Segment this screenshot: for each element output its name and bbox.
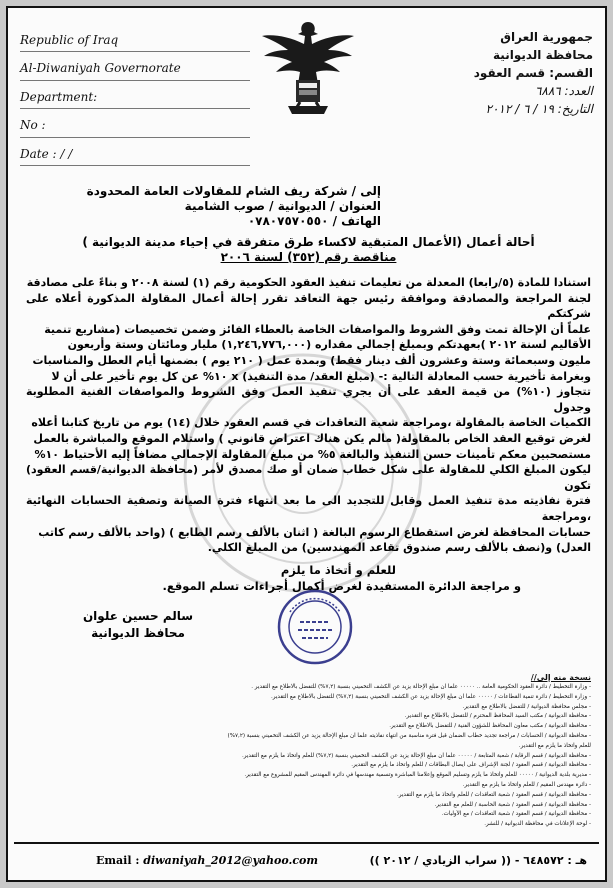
- copy-item: - محافظة الديوانية / مكتب معاون المحافظ للشؤون الفنية / للتفضل بالاطلاع مع التقدير.: [389, 723, 591, 730]
- footer: [22, 854, 591, 872]
- recipient-address: العنوان / الديوانية / صوب الشامية: [184, 199, 381, 213]
- footer-email: [96, 854, 318, 867]
- copy-item: - مجلس محافظة الديوانية / للتفضل بالاطلاع مع التقدير.: [462, 703, 591, 710]
- footer-divider: [14, 842, 599, 844]
- department-en: Department:: [20, 87, 250, 109]
- department-ar: القسم: قسم العقود: [473, 66, 593, 80]
- email-address: diwaniyah_2012@yahoo.com: [143, 854, 319, 867]
- body-line: علماً أن الإحالة تمت وفق الشروط والمواصفات الخاصة بالعطاء الفائز وضمن تخصيصات (مشاريع تنمية: [44, 322, 591, 336]
- body-line: استنادا للمادة (٥/رابعا) المعدلة من تعليمات تنفيذ العقود الحكومية رقم (١) لسنة ٢٠٠٨ و بناءً على مصادقة: [26, 276, 591, 289]
- copy-item: - وزارة التخطيط / دائرة العقود الحكومية العامة .. ٠٠٠٠٠ علما ان مبلغ الإحالة يزيد عن الكشف التخميني بنسبة (٧,٢%) للتفضل بالاطلاع مع التقدير .: [251, 684, 591, 690]
- body-line: حسابات المحافظة لغرض استقطاع الرسوم البالغة ( اثنان بالألف رسم الطابع ) (واحد بالألف رسم كاتب: [38, 525, 591, 539]
- copy-item: - محافظة الديوانية / مكتب السيد المحافظ المحترم / للتفضل بالاطلاع مع التقدير.: [404, 713, 591, 720]
- date-ar: التاريخ: ١٩ / ٦ / ٢٠١٢: [485, 102, 593, 116]
- copies-title: نسخة منه إلى//: [530, 673, 591, 682]
- body-line: الأقاليم لسنة ٢٠١٢ )بعهدتكم وبمبلغ إجمالي مقداره (١,٢٤٦,٧٧٦,٠٠٠) مليار ومائتان وستة وأربعون: [67, 338, 591, 352]
- iraq-eagle-emblem-icon: [258, 14, 358, 124]
- body-line: ليكون المبلغ الكلي للمقاولة على شكل خطاب ضمان أو صك مصدق لأمر (محافظة الديوانية/قسم العقود) تكون: [26, 463, 591, 492]
- copy-item: - وزارة التخطيط / دائرة تنمية القطاعات / ٠٠٠٠٠ علما ان مبلغ الإحالة يزيد عن الكشف التخميني بنسبة (٧,٢%) للتفضل بالاطلاع مع التقدير.: [270, 693, 591, 700]
- number-ar: العدد: ٦٨٨٦: [534, 84, 593, 98]
- recipient-block: [26, 184, 381, 229]
- document-page: [6, 6, 607, 882]
- body-line: مستصحبين معكم تأمينات حسن التنفيذ والبالغة ٥% من مبلغ المقاولة الإجمالي مضافاً إليه الأحتياط ١٠%: [34, 447, 591, 461]
- body-line: فترة نفاذيته مدة تنفيذ العمل وقابل للتجديد الى ما بعد انتهاء فترة الصيانة وتصفية الحسابات النهائية ،ومراجعة: [26, 494, 591, 523]
- official-stamp-icon: [276, 588, 354, 666]
- date-en: Date : / /: [20, 144, 250, 166]
- email-label: Email :: [96, 854, 140, 867]
- copy-item: - دائرة مهندس المقيم / للعلم واتخاذ ما يلزم مع التقدير.: [462, 781, 591, 788]
- body-line: لغرض توقيع العقد الخاص بالمقاولة( مالم يكن هناك اعتراض قانوني ) واستلام الموقع والمباشرة بالعمل: [33, 431, 591, 445]
- signature-block: [78, 608, 198, 642]
- tender-number: مناقصة رقم (٣٥٢) لسنة ٢٠٠٦: [220, 250, 397, 264]
- copy-item: - محافظة الديوانية / قسم الرقابة / شعبة المتابعة / ٠٠٠٠٠ علما ان مبلغ الإحالة يزيد عن الكشف التخميني بنسبة (٧,٢%) للعلم واتخاذ ما يلزم مع التقدير.: [241, 752, 591, 759]
- closing-line: للعلم و أتخاذ ما يلزم: [280, 562, 396, 577]
- subject-line: أحالة أعمال (الأعمال المتبقية لاكساء طرق متفرقة في إحياء مدينة الديوانية ): [82, 235, 535, 249]
- copy-item: - مديرية بلدية الديوانية / ٠٠٠٠٠ للعلم واتخاذ ما يلزم وتسليم الموقع وإعلامنا المباشرة وتسمية مهندسها في دائرة المهندس المقيم للمشروع مع التقدير.: [244, 772, 591, 779]
- body-line: العدل) و(نصف بالألف رسم صندوق تقاعد المهندسين) من المبلغ الكلي.: [207, 541, 591, 555]
- letter-body: [26, 184, 591, 594]
- copy-item: - لوحة الإعلانات في محافظة الديوانية / للنشر.: [484, 821, 591, 828]
- recipient-phone: الهاتف / ٠٧٨٠٧٥٧٠٥٥٠: [247, 214, 381, 228]
- body-line: مليون وسبعمائة وستة وعشرون ألف دينار فقط) وبمدة عمل ( ٢١٠ يوم ) بضمنها أيام العطل والمناسبات: [32, 353, 591, 367]
- governorate-en: Al-Diwaniyah Governorate: [20, 58, 250, 80]
- header-arabic: [373, 28, 593, 118]
- body-line: وبغرامة تأخيرية حسب المعادلة التالية :- (مبلغ العقد/ مدة التنفيذ) x ١٠% عن كل يوم تأخير على أن لا: [51, 369, 591, 383]
- copy-item: للعلم واتخاذ ما يلزم مع التقدير.: [518, 742, 591, 749]
- copy-item: - محافظة الديوانية / قسم العقود / شعبة الحاسبة / للعلم مع التقدير.: [434, 801, 591, 808]
- country-ar: جمهورية العراق: [500, 30, 593, 44]
- copy-item: - محافظة الديوانية / قسم العقود / لجنة الإشراف على ايصال البطاقات / للعلم واتخاذ ما يلزم مع التقدير.: [351, 762, 591, 769]
- body-line: الكميات الخاصة بالمقاولة ،ومراجعة شعبة التعاقدات في قسم العقود خلال (١٤) يوم من تاريخ كتابنا أعلاه: [31, 416, 591, 430]
- country-en: Republic of Iraq: [20, 30, 250, 52]
- copy-item: - محافظة الديوانية / قسم العقود / شعبة التعاقدات / مع الأوليات.: [441, 811, 591, 818]
- footer-phone: هـ : ٦٤٨٥٧٢ - (( سراب الزيادي / ٢٠١٢ )): [369, 854, 587, 867]
- signatory-title: محافظ الديوانية: [91, 626, 185, 640]
- body-line: لجنة المراجعة والمصادقة وموافقة رئيس جهة التعاقد تقرر إحالة أعمال المقاولة المذكورة أعلاه على شركتكم: [26, 291, 591, 321]
- closing-line: و مراجعة الدائرة المستفيدة لغرض أكمال أجراءات تسلم الموقع.: [162, 578, 521, 593]
- body-line: تتجاوز (١٠%) من قيمة العقد على أن يجري تنفيذ العمل وفق الشروط والمواصفات الفنية المطلوبة وجدول: [26, 385, 591, 414]
- letter-paragraph: [26, 275, 591, 556]
- copy-item: - محافظة الديوانية / قسم العقود / شعبة التعاقدات / للعلم واتخاذ ما يلزم مع التقدير.: [397, 791, 591, 798]
- copies-list: [16, 672, 591, 830]
- signatory-name: سالم حسين علوان: [82, 609, 194, 623]
- header-english: [20, 30, 250, 172]
- governorate-ar: محافظة الديوانية: [493, 48, 593, 62]
- number-en: No :: [20, 115, 250, 137]
- recipient-name: إلى / شركة ريف الشام للمقاولات العامة المحدودة: [86, 184, 381, 198]
- copy-item: - محافظة الديوانية / الحسابات / مراجعة تجديد خطاب الضمان قبل فترة مناسبة من انتهاء نفاذيته علما ان مبلغ الإحالة يزيد عن الكشف التخميني بنسبة (٧,٢%): [227, 732, 591, 739]
